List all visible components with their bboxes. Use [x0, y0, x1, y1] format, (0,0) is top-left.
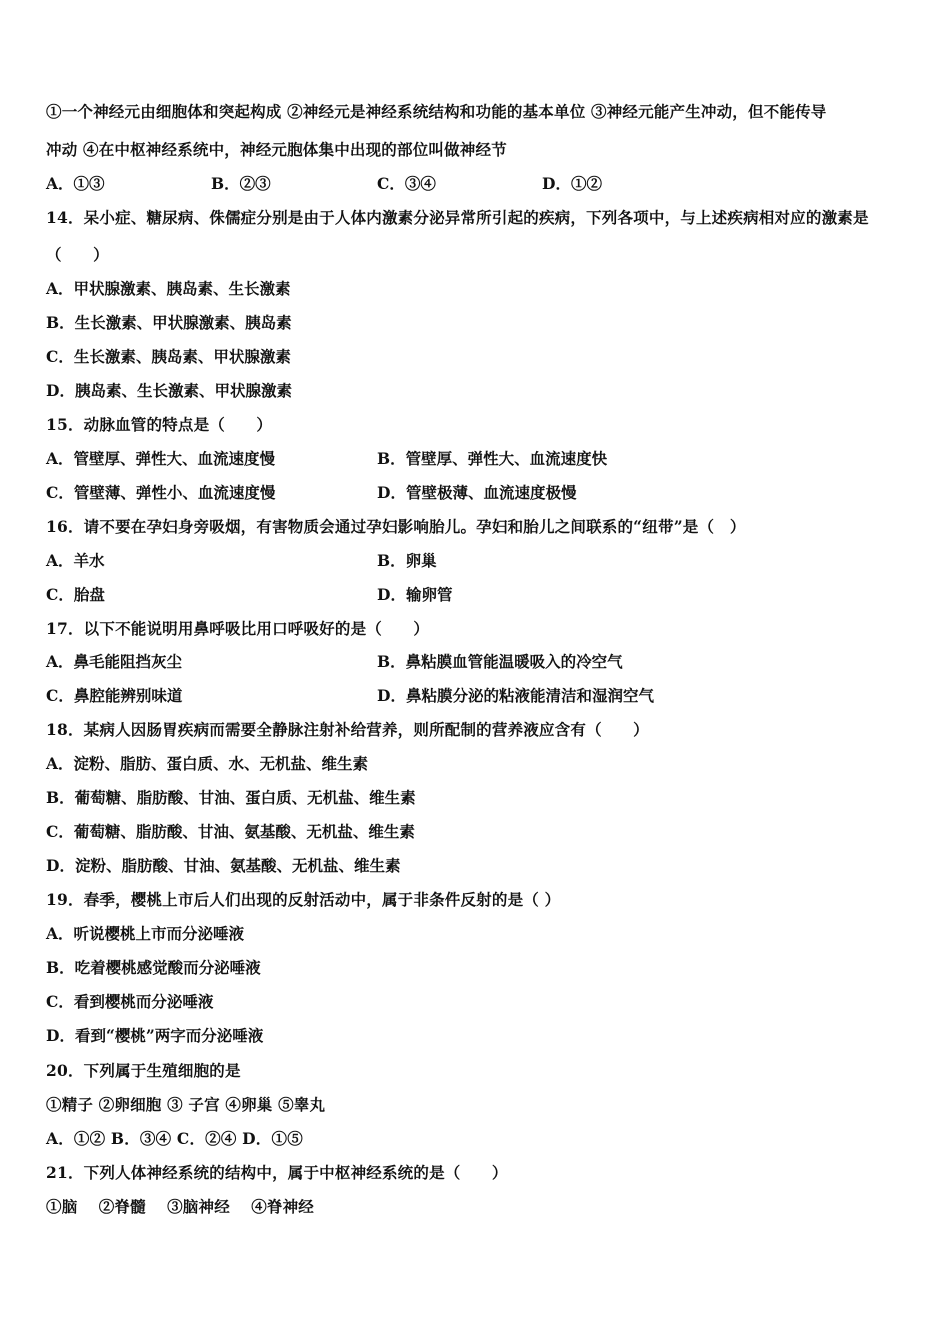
- q17-option-d: D．鼻粘膜分泌的粘液能清洁和湿润空气: [377, 686, 654, 705]
- q20-options: A．①② B．③④ C．②④ D．①⑤: [46, 1129, 303, 1148]
- q14-option-d: D．胰岛素、生长激素、甲状腺激素: [46, 381, 292, 400]
- q21-stem: 21．下列人体神经系统的结构中，属于中枢神经系统的是（ ）: [46, 1163, 508, 1182]
- q19-stem: 19．春季，樱桃上市后人们出现的反射活动中，属于非条件反射的是（ ）: [46, 890, 561, 909]
- q14-stem-line-1: 14．呆小症、糖尿病、侏儒症分别是由于人体内激素分泌异常所引起的疾病，下列各项中，与上述疾病相对应的激素是: [46, 208, 869, 227]
- q14-option-a: A．甲状腺激素、胰岛素、生长激素: [46, 279, 291, 298]
- q19-option-b: B．吃着樱桃感觉酸而分泌唾液: [46, 958, 261, 977]
- q14-stem-line-2: （ ）: [46, 245, 109, 264]
- q16-option-b: B．卵巢: [377, 551, 437, 570]
- q18-option-c: C．葡萄糖、脂肪酸、甘油、氨基酸、无机盐、维生素: [46, 822, 415, 841]
- q15-option-a: A．管壁厚、弹性大、血流速度慢: [46, 449, 276, 468]
- q13-statement-line-2: 冲动 ④在中枢神经系统中，神经元胞体集中出现的部位叫做神经节: [46, 140, 507, 159]
- q13-option-a: A．①③: [46, 174, 105, 193]
- q19-option-c: C．看到樱桃而分泌唾液: [46, 992, 214, 1011]
- q17-option-b: B．鼻粘膜血管能温暖吸入的冷空气: [377, 652, 623, 671]
- q19-option-a: A．听说樱桃上市而分泌唾液: [46, 924, 245, 943]
- q18-option-b: B．葡萄糖、脂肪酸、甘油、蛋白质、无机盐、维生素: [46, 788, 416, 807]
- q19-option-d: D．看到“樱桃”两字而分泌唾液: [46, 1026, 264, 1045]
- q16-stem: 16．请不要在孕妇身旁吸烟，有害物质会通过孕妇影响胎儿。孕妇和胎儿之间联系的“纽带”是（ ）: [46, 517, 746, 536]
- q13-option-b: B．②③: [211, 174, 271, 193]
- q18-stem: 18．某病人因肠胃疾病而需要全静脉注射补给营养，则所配制的营养液应含有（ ）: [46, 720, 649, 739]
- q18-option-a: A．淀粉、脂肪、蛋白质、水、无机盐、维生素: [46, 754, 369, 773]
- q15-stem: 15．动脉血管的特点是（ ）: [46, 415, 273, 434]
- q20-items: ①精子 ②卵细胞 ③ 子宫 ④卵巢 ⑤睾丸: [46, 1095, 326, 1114]
- q15-option-c: C．管壁薄、弹性小、血流速度慢: [46, 483, 276, 502]
- q17-option-c: C．鼻腔能辨别味道: [46, 686, 183, 705]
- q13-option-c: C．③④: [377, 174, 436, 193]
- q13-option-d: D．①②: [542, 174, 602, 193]
- q16-option-c: C．胎盘: [46, 585, 105, 604]
- q16-option-d: D．输卵管: [377, 585, 453, 604]
- q14-option-b: B．生长激素、甲状腺激素、胰岛素: [46, 313, 292, 332]
- q14-option-c: C．生长激素、胰岛素、甲状腺激素: [46, 347, 291, 366]
- q15-option-d: D．管壁极薄、血流速度极慢: [377, 483, 577, 502]
- q18-option-d: D．淀粉、脂肪酸、甘油、氨基酸、无机盐、维生素: [46, 856, 401, 875]
- q17-stem: 17．以下不能说明用鼻呼吸比用口呼吸好的是（ ）: [46, 619, 430, 638]
- q17-option-a: A．鼻毛能阻挡灰尘: [46, 652, 183, 671]
- q16-option-a: A．羊水: [46, 551, 105, 570]
- q21-items: ①脑 ②脊髓 ③脑神经 ④脊神经: [46, 1197, 314, 1216]
- q13-statement-line-1: ①一个神经元由细胞体和突起构成 ②神经元是神经系统结构和功能的基本单位 ③神经元能产生冲动，但不能传导: [46, 102, 827, 121]
- q15-option-b: B．管壁厚、弹性大、血流速度快: [377, 449, 608, 468]
- q20-stem: 20．下列属于生殖细胞的是: [46, 1061, 241, 1080]
